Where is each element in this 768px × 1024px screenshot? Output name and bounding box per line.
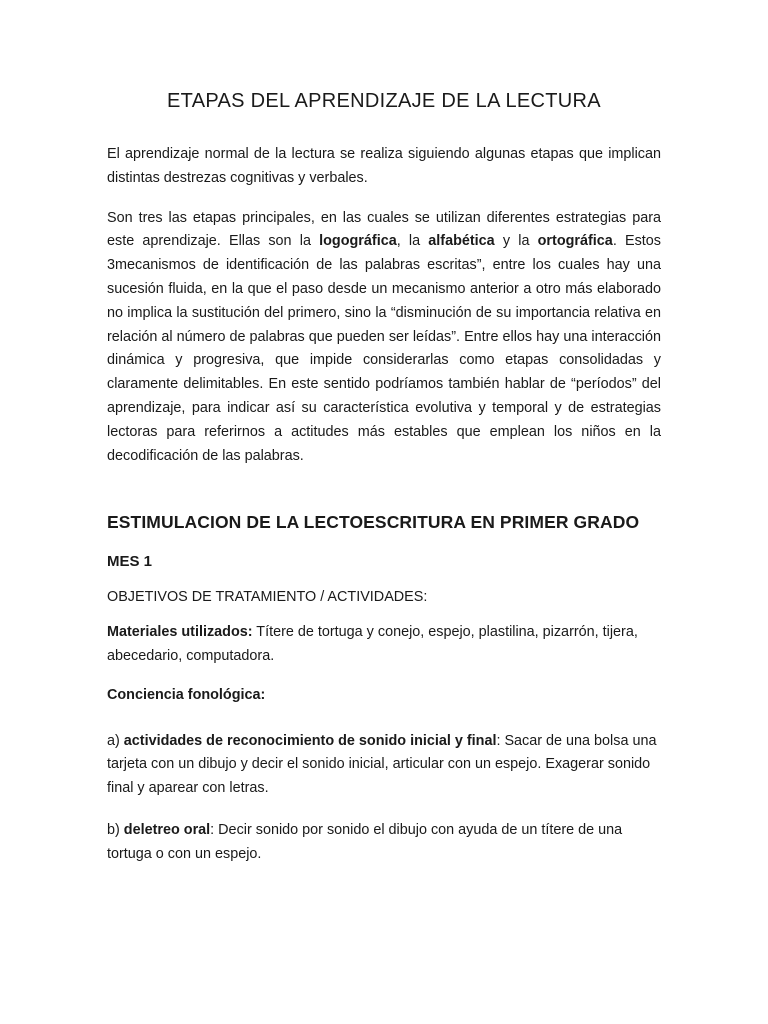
activity-b [107,819,661,867]
phonological-heading [107,684,661,708]
document-title: ETAPAS DEL APRENDIZAJE DE LA LECTURA [167,90,601,112]
stage-logografica: logográfica [319,233,397,250]
activity-b-prefix: b) [107,821,124,838]
activity-a-prefix: a) [107,732,124,749]
activity-b-text: : Decir sonido por sonido el dibujo con ayuda de un títere de una tortuga o con un espejo. [107,821,623,862]
stages-text-1: Son tres las etapas principales, en las cuales se utilizan diferentes estrategias para este aprendizaje. Ellas son la [107,209,661,250]
stages-text-2: , la [396,233,429,250]
stage-ortografica: ortográfica [537,233,613,250]
stages-paragraph [107,207,661,469]
stages-text-4: . Estos 3mecanismos de identificación de las palabras escritas”, entre los cuales hay una sucesión fluida, en la que el paso desde un mecanismo anterior a otro más elaborado no implica la sustitución del primero, sino la “disminución de su importancia relativa en relación al número de palabras que pueden ser leídas”. Entre ellos hay una interacción dinámica y progresiva, que impide considerarlas como etapas consolidadas y claramente delimitables. En este sentido podríamos también hablar de “períodos” del aprendizaje, para indicar así su característica evolutiva y temporal y de estrategias lectoras para referirnos a actitudes más estables que emplean los niños en la decodificación de las palabras. [107,233,661,464]
stages-text-3: y la [494,233,538,250]
activity-a-label: actividades de reconocimiento de sonido inicial y final [123,732,497,749]
activity-b-label: deletreo oral [123,821,211,838]
intro-paragraph: El aprendizaje normal de la lectura se realiza siguiendo algunas etapas que implican distintas destrezas cognitivas y verbales. [107,146,661,186]
section-heading: ESTIMULACION DE LA LECTOESCRITURA EN PRIMER GRADO [107,512,640,533]
month-heading: MES 1 [107,553,153,571]
activity-a [107,730,661,801]
materials-label: Materiales utilizados: [107,624,253,641]
materials-text: Títere de tortuga y conejo, espejo, plastilina, pizarrón, tijera, abecedario, computadora. [107,624,638,664]
materials-paragraph [107,621,661,669]
activity-a-text: : Sacar de una bolsa una tarjeta con un dibujo y decir el sonido inicial, articular con un espejo. Exagerar sonido final y aparear con letras. [107,732,657,797]
phonological-label: Conciencia fonológica: [107,686,266,703]
stage-alfabetica: alfabética [428,233,495,250]
objectives-label: OBJETIVOS DE TRATAMIENTO / ACTIVIDADES: [107,589,428,606]
